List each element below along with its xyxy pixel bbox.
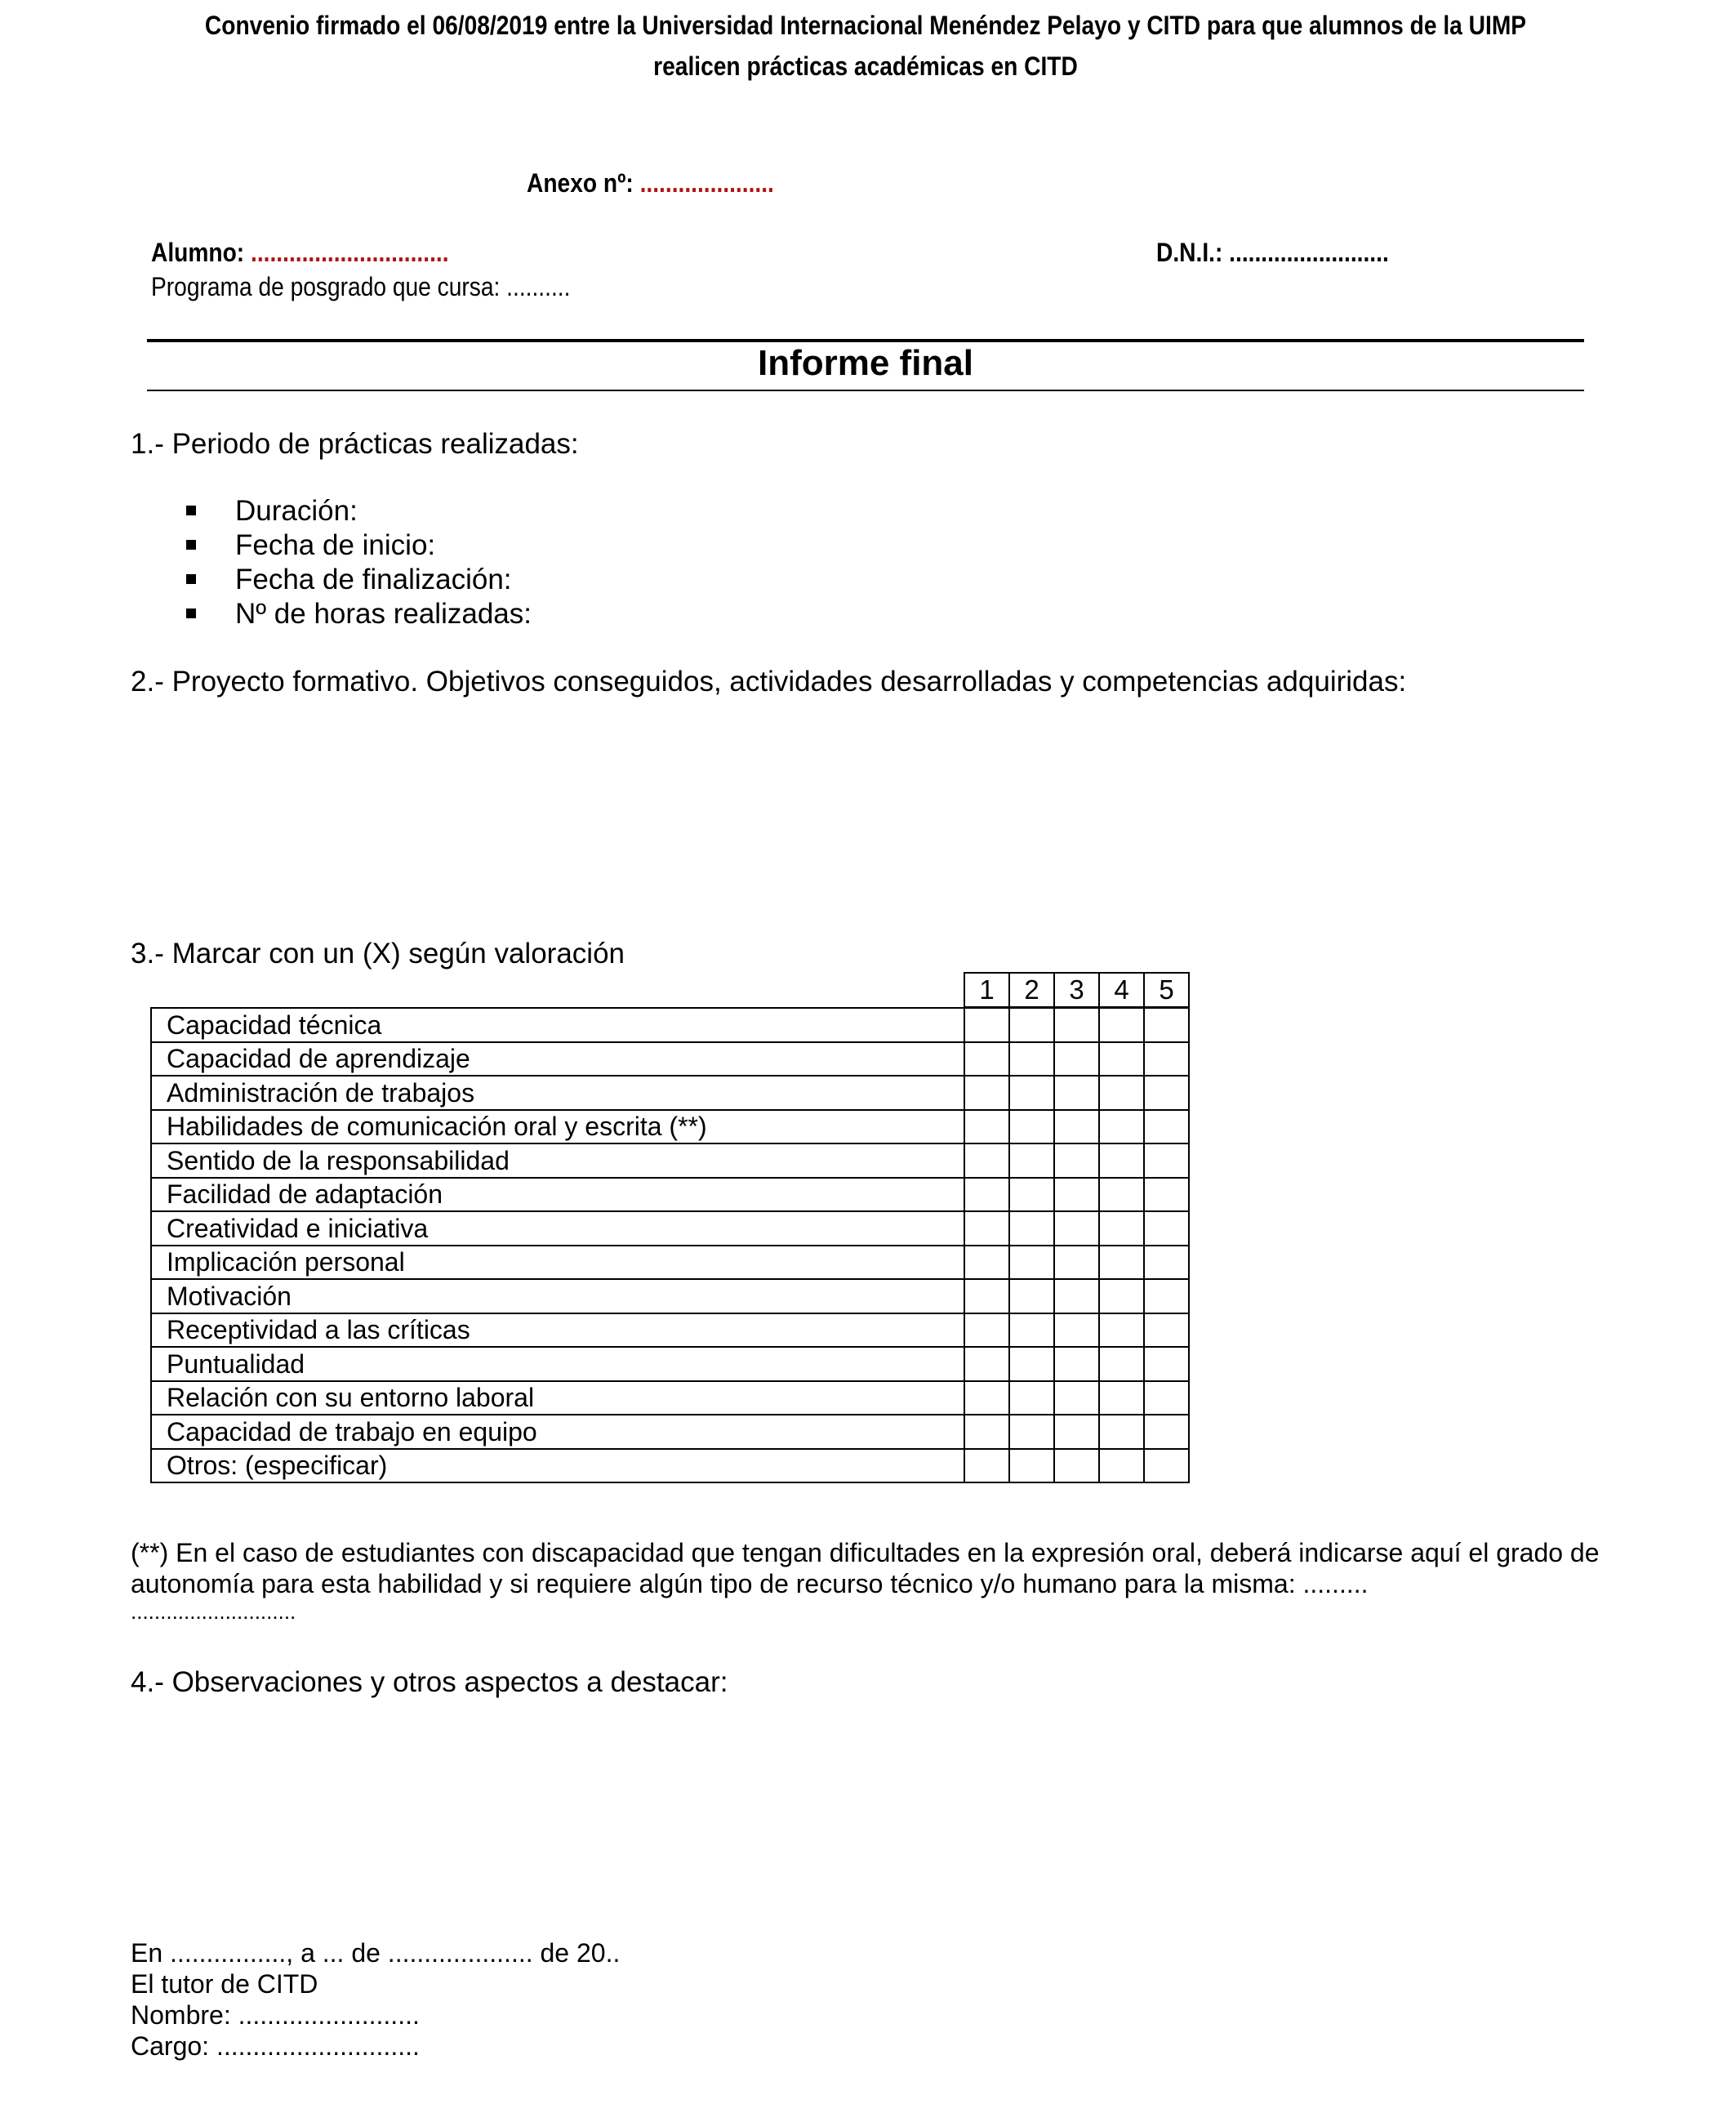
table-row [151,1347,1189,1381]
rating-checkbox-1[interactable] [964,1415,1009,1449]
annex-label: Anexo nº: [527,168,634,198]
rating-checkbox-4[interactable] [1099,1076,1144,1110]
bullet-icon [186,540,196,550]
list-item[interactable]: Nº de horas realizadas: [186,597,532,631]
rating-checkbox-4[interactable] [1099,1415,1144,1449]
rating-checkbox-2[interactable] [1009,1076,1054,1110]
criterion-label: Creatividad e iniciativa [151,1211,964,1246]
rating-checkbox-4[interactable] [1099,1347,1144,1381]
rating-checkbox-4[interactable] [1099,1279,1144,1313]
rating-checkbox-4[interactable] [1099,1246,1144,1280]
scale-label: 4 [1099,973,1144,1007]
scale-label: 5 [1144,973,1189,1007]
footnote-line-3: ............................ [131,1599,296,1624]
rating-checkbox-5[interactable] [1144,1415,1189,1449]
place-date[interactable]: En ................, a ... de .................... de 20.. [131,1938,621,1968]
rating-checkbox-5[interactable] [1144,1313,1189,1348]
table-row [151,1211,1189,1246]
rating-checkbox-1[interactable] [964,1381,1009,1415]
rating-checkbox-3[interactable] [1054,1381,1099,1415]
bullet-icon [186,574,196,584]
rating-checkbox-3[interactable] [1054,1076,1099,1110]
rating-table [150,1007,1190,1483]
section-4-heading: 4.- Observaciones y otros aspectos a destacar: [131,1666,728,1698]
rating-checkbox-1[interactable] [964,1347,1009,1381]
title-bottom-rule [147,390,1584,391]
rating-checkbox-5[interactable] [1144,1347,1189,1381]
rating-checkbox-4[interactable] [1099,1313,1144,1348]
rating-checkbox-4[interactable] [1099,1143,1144,1178]
rating-checkbox-5[interactable] [1144,1211,1189,1246]
section-3-heading: 3.- Marcar con un (X) según valoración [131,938,625,970]
rating-checkbox-2[interactable] [1009,1415,1054,1449]
rating-checkbox-3[interactable] [1054,1246,1099,1280]
rating-checkbox-3[interactable] [1054,1143,1099,1178]
bullet-icon [186,506,196,515]
program-field[interactable]: Programa de posgrado que cursa: .......... [151,272,571,301]
criterion-label: Puntualidad [151,1347,964,1381]
rating-checkbox-1[interactable] [964,1178,1009,1212]
rating-checkbox-3[interactable] [1054,1008,1099,1042]
criterion-label: Sentido de la responsabilidad [151,1143,964,1178]
footnote-line-1: (**) En el caso de estudiantes con discapacidad que tengan dificultades en la expresión oral, deberá indicarse aquí el grado de [131,1538,1600,1567]
practice-period-list [186,494,532,631]
rating-checkbox-3[interactable] [1054,1279,1099,1313]
rating-checkbox-4[interactable] [1099,1178,1144,1212]
table-row [151,1143,1189,1178]
scale-label: 3 [1054,973,1099,1007]
rating-checkbox-4[interactable] [1099,1008,1144,1042]
rating-checkbox-1[interactable] [964,1246,1009,1280]
rating-checkbox-3[interactable] [1054,1415,1099,1449]
rating-checkbox-2[interactable] [1009,1211,1054,1246]
annex-field [527,168,774,198]
table-row [151,1246,1189,1280]
criterion-label: Otros: (especificar) [151,1449,964,1483]
table-row [151,1110,1189,1144]
agreement-header [198,5,1534,87]
rating-checkbox-2[interactable] [1009,1246,1054,1280]
rating-checkbox-4[interactable] [1099,1381,1144,1415]
annex-value[interactable]: ..................... [639,168,774,198]
tutor-name[interactable]: Nombre: ......................... [131,2000,420,2030]
rating-checkbox-4[interactable] [1099,1449,1144,1483]
rating-checkbox-5[interactable] [1144,1381,1189,1415]
rating-checkbox-4[interactable] [1099,1042,1144,1077]
rating-checkbox-1[interactable] [964,1313,1009,1348]
criterion-label: Capacidad técnica [151,1008,964,1042]
rating-checkbox-2[interactable] [1009,1381,1054,1415]
title-top-rule [147,339,1584,342]
table-row [151,1381,1189,1415]
rating-checkbox-5[interactable] [1144,1143,1189,1178]
rating-checkbox-2[interactable] [1009,1110,1054,1144]
criterion-label: Habilidades de comunicación oral y escrita (**) [151,1110,964,1144]
rating-checkbox-5[interactable] [1144,1076,1189,1110]
criterion-label: Relación con su entorno laboral [151,1381,964,1415]
table-row [151,1313,1189,1348]
section-1-heading: 1.- Periodo de prácticas realizadas: [131,428,579,460]
rating-checkbox-5[interactable] [1144,1042,1189,1077]
rating-checkbox-2[interactable] [1009,1279,1054,1313]
rating-checkbox-2[interactable] [1009,1008,1054,1042]
criterion-label: Receptividad a las críticas [151,1313,964,1348]
rating-checkbox-3[interactable] [1054,1042,1099,1077]
criterion-label: Administración de trabajos [151,1076,964,1110]
page-title: Informe final [757,343,974,383]
rating-checkbox-5[interactable] [1144,1008,1189,1042]
dni-field [1156,238,1389,268]
footnote [131,1537,1600,1624]
rating-checkbox-2[interactable] [1009,1178,1054,1212]
rating-checkbox-3[interactable] [1054,1449,1099,1483]
student-field [151,238,449,268]
criterion-label: Implicación personal [151,1246,964,1280]
criterion-label: Facilidad de adaptación [151,1178,964,1212]
rating-checkbox-2[interactable] [1009,1042,1054,1077]
rating-checkbox-5[interactable] [1144,1110,1189,1144]
list-item[interactable]: Fecha de finalización: [186,563,532,597]
rating-checkbox-5[interactable] [1144,1449,1189,1483]
rating-checkbox-1[interactable] [964,1008,1009,1042]
dni-value[interactable]: ......................... [1229,238,1389,267]
section-2-heading: 2.- Proyecto formativo. Objetivos conseguidos, actividades desarrolladas y competencias adquiridas: [131,666,1407,698]
rating-checkbox-1[interactable] [964,1110,1009,1144]
rating-checkbox-1[interactable] [964,1449,1009,1483]
rating-checkbox-5[interactable] [1144,1178,1189,1212]
rating-checkbox-3[interactable] [1054,1347,1099,1381]
criterion-label: Capacidad de trabajo en equipo [151,1415,964,1449]
signature-block [131,1937,620,2062]
table-row [151,1008,1189,1042]
rating-checkbox-3[interactable] [1054,1178,1099,1212]
rating-checkbox-5[interactable] [1144,1279,1189,1313]
scale-label: 1 [964,973,1009,1007]
tutor-label: El tutor de CITD [131,1969,318,1999]
rating-checkbox-2[interactable] [1009,1347,1054,1381]
table-row [151,1449,1189,1483]
rating-checkbox-2[interactable] [1009,1143,1054,1178]
header-line-2: realicen prácticas académicas en CITD [653,51,1078,81]
rating-checkbox-3[interactable] [1054,1211,1099,1246]
dni-label: D.N.I.: [1156,238,1223,267]
rating-checkbox-2[interactable] [1009,1449,1054,1483]
tutor-position[interactable]: Cargo: ............................ [131,2031,420,2061]
table-row [151,1415,1189,1449]
header-line-1: Convenio firmado el 06/08/2019 entre la Universidad Internacional Menéndez Pelayo y CITD para que alumnos de la UIMP [204,11,1527,40]
bullet-icon [186,608,196,618]
footnote-line-2: autonomía para esta habilidad y si requiere algún tipo de recurso técnico y/o humano para la misma: ......... [131,1569,1369,1598]
rating-checkbox-4[interactable] [1099,1110,1144,1144]
table-row [151,1076,1189,1110]
rating-checkbox-4[interactable] [1099,1211,1144,1246]
rating-checkbox-3[interactable] [1054,1313,1099,1348]
criterion-label: Motivación [151,1279,964,1313]
rating-checkbox-5[interactable] [1144,1246,1189,1280]
criterion-label: Capacidad de aprendizaje [151,1042,964,1077]
table-row [151,1178,1189,1212]
rating-scale-header [964,972,1190,1008]
rating-checkbox-1[interactable] [964,1076,1009,1110]
rating-checkbox-1[interactable] [964,1042,1009,1077]
rating-checkbox-3[interactable] [1054,1110,1099,1144]
student-value[interactable]: ............................... [251,238,449,267]
rating-checkbox-1[interactable] [964,1279,1009,1313]
rating-checkbox-1[interactable] [964,1143,1009,1178]
rating-checkbox-1[interactable] [964,1211,1009,1246]
student-label: Alumno: [151,238,245,267]
scale-label: 2 [1009,973,1054,1007]
table-row [151,1279,1189,1313]
rating-checkbox-2[interactable] [1009,1313,1054,1348]
table-row [151,1042,1189,1077]
list-item[interactable]: Fecha de inicio: [186,528,532,563]
list-item[interactable]: Duración: [186,494,532,528]
